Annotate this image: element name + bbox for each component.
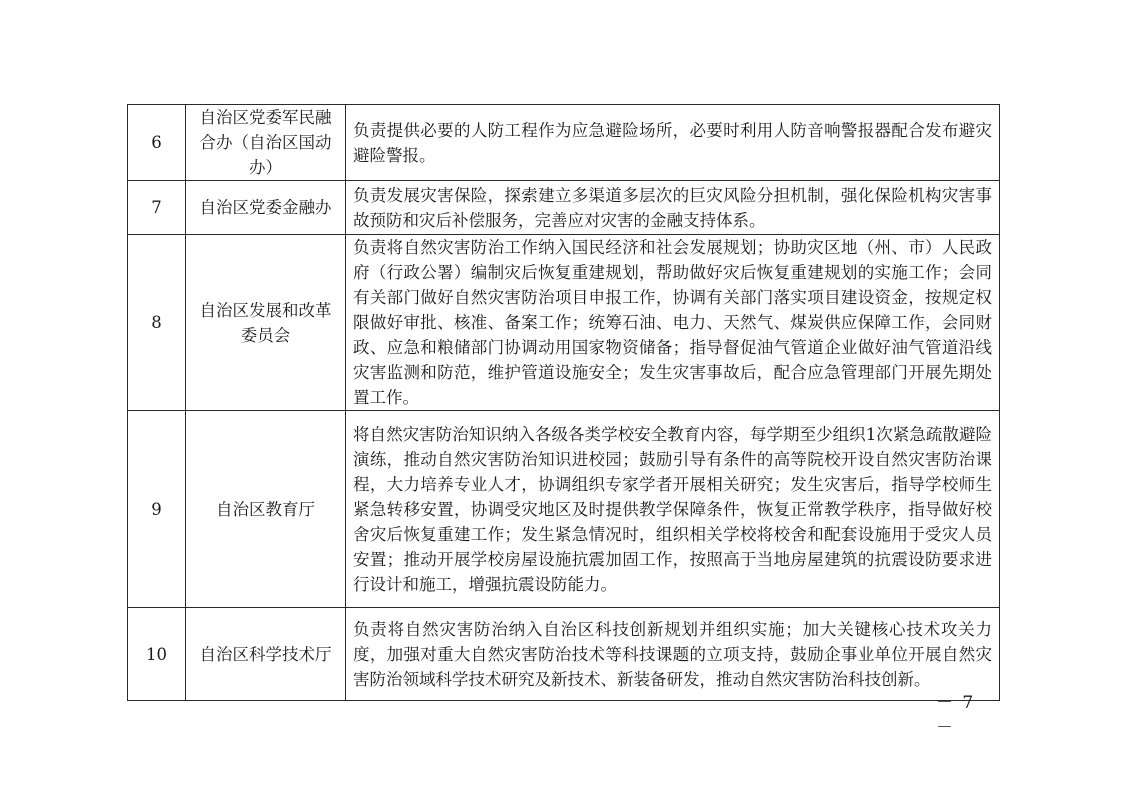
department-label: 自治区党委军民融合办（自治区国动办） bbox=[199, 108, 332, 177]
table-row bbox=[128, 608, 1000, 701]
duty-description: 负责将自然灾害防治工作纳入国民经济和社会发展规划；协助灾区地（州、市）人民政府（行政公署）编制灾后恢复重建规划，帮助做好灾后恢复重建规划的实施工作；会同有关部门做好自然灾害防治项目申报工作，协调有关部门落实项目建设资金，按规定权限做好审批、核准、备案工作；统筹石油、电力、天然气、煤炭供应保障工作，会同财政、应急和粮储部门协调动用国家物资储备；指导督促油气管道企业做好油气管道沿线灾害监测和防范，维护管道设施安全；发生灾害事故后，配合应急管理部门开展先期处置工作。 bbox=[346, 235, 1000, 411]
table-row bbox=[128, 235, 1000, 411]
department-label: 自治区发展和改革委员会 bbox=[199, 300, 332, 345]
row-number: 10 bbox=[128, 608, 186, 701]
department-label: 自治区教育厅 bbox=[216, 499, 315, 519]
row-number: 7 bbox=[128, 181, 186, 235]
department-name bbox=[186, 181, 346, 235]
page-number: － 7 － bbox=[936, 693, 976, 738]
row-number: 8 bbox=[128, 235, 186, 411]
department-name bbox=[186, 235, 346, 411]
department-name bbox=[186, 105, 346, 181]
duty-description: 负责将自然灾害防治纳入自治区科技创新规划并组织实施；加大关键核心技术攻关力度，加强对重大自然灾害防治技术等科技课题的立项支持，鼓励企事业单位开展自然灾害防治领域科学技术研究及新技术、新装备研发，推动自然灾害防治科技创新。 bbox=[346, 608, 1000, 701]
department-name bbox=[186, 411, 346, 608]
duty-description: 负责提供必要的人防工程作为应急避险场所，必要时利用人防音响警报器配合发布避灾避险警报。 bbox=[346, 105, 1000, 181]
duty-description: 负责发展灾害保险，探索建立多渠道多层次的巨灾风险分担机制，强化保险机构灾害事故预防和灾后补偿服务，完善应对灾害的金融支持体系。 bbox=[346, 181, 1000, 235]
row-number: 9 bbox=[128, 411, 186, 608]
row-number: 6 bbox=[128, 105, 186, 181]
department-label: 自治区党委金融办 bbox=[199, 198, 332, 217]
responsibility-table bbox=[127, 104, 1000, 701]
table-row bbox=[128, 411, 1000, 608]
department-label: 自治区科学技术厅 bbox=[199, 644, 332, 664]
table-row bbox=[128, 105, 1000, 181]
department-name bbox=[186, 608, 346, 701]
table-row bbox=[128, 181, 1000, 235]
duty-description: 将自然灾害防治知识纳入各级各类学校安全教育内容，每学期至少组织1次紧急疏散避险演练，推动自然灾害防治知识进校园；鼓励引导有条件的高等院校开设自然灾害防治课程，大力培养专业人才，协调组织专家学者开展相关研究；发生灾害后，指导学校师生紧急转移安置，协调受灾地区及时提供教学保障条件，恢复正常教学秩序，指导做好校舍灾后恢复重建工作；发生紧急情况时，组织相关学校将校舍和配套设施用于受灾人员安置；推动开展学校房屋设施抗震加固工作，按照高于当地房屋建筑的抗震设防要求进行设计和施工，增强抗震设防能力。 bbox=[346, 411, 1000, 608]
